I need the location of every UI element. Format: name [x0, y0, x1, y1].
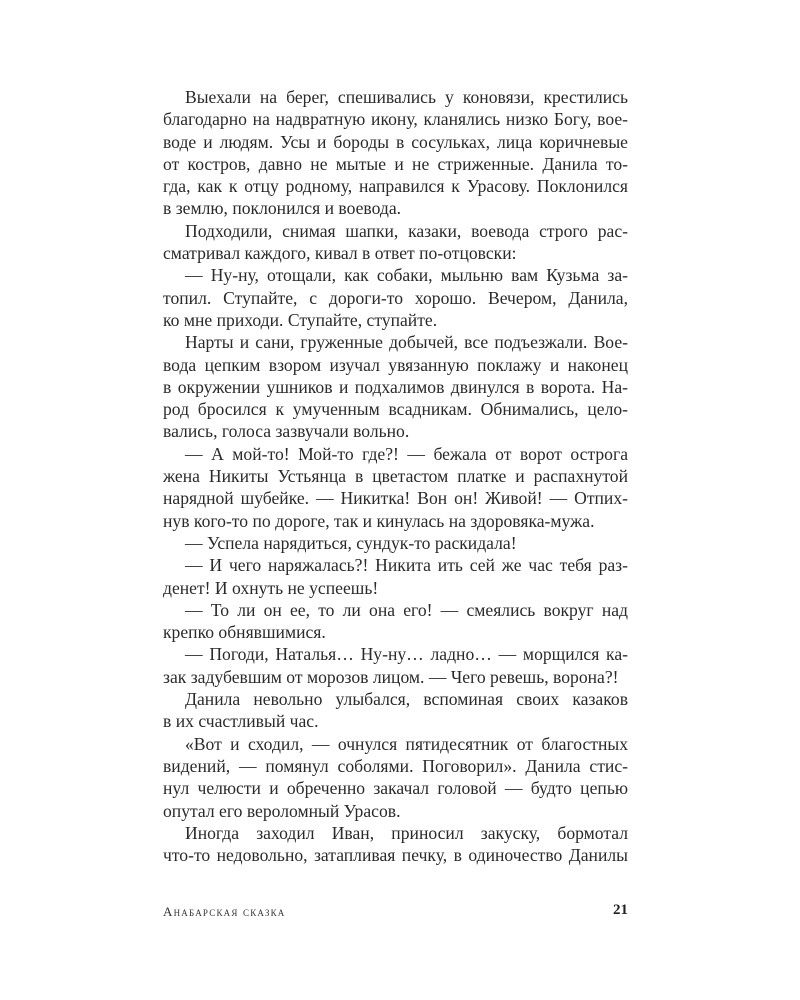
text-line: денет! И охнуть не успеешь!	[163, 577, 379, 598]
text-line: жена Никиты Устьянца в цветастом платке и распахнутой	[163, 466, 628, 487]
text-line: Подходили, снимая шапки, казаки, воевода строго рас-	[185, 220, 628, 241]
text-line: воде и людям. Усы и бороды в сосульках, лица коричневые	[163, 131, 628, 152]
text-line: Нарты и сани, груженные добычей, все подъезжали. Вое-	[185, 332, 628, 353]
text-line: в их счастливый час.	[163, 711, 319, 732]
text-line: зак задубевшим от морозов лицом. — Чего ревешь, ворона?!	[163, 666, 619, 687]
text-line: — Ну-ну, отощали, как собаки, мыльню вам Кузьма за-	[185, 265, 628, 286]
text-line: — А мой-то! Мой-то где?! — бежала от ворот острога	[185, 443, 628, 464]
text-line: вались, голоса зазвучали вольно.	[163, 421, 410, 442]
paragraph	[163, 599, 628, 644]
text-line: гда, как к отцу родному, направился к Урасову. Поклонился	[163, 176, 628, 197]
text-line: нув кого-то по дороге, так и кинулась на здоровяка-мужа.	[163, 510, 595, 531]
running-footer-title: Анабарская сказка	[163, 904, 286, 919]
paragraph	[163, 688, 628, 733]
text-line: — Погоди, Наталья… Ну-ну… ладно… — морщился ка-	[185, 644, 628, 665]
paragraph	[163, 733, 628, 822]
paragraph	[163, 331, 628, 442]
text-line: что-то недовольно, затапливая печку, в одиночество Данилы	[163, 845, 628, 866]
paragraph	[163, 643, 628, 688]
text-line: в окружении ушников и подхалимов двинулся в ворота. На-	[163, 376, 628, 397]
text-line: Иногда заходил Иван, приносил закуску, бормотал	[185, 822, 628, 843]
text-line: нул челюсти и обреченно закачал головой — будто цепью	[163, 778, 628, 799]
text-line: нарядной шубейке. — Никитка! Вон он! Живой! — Отпих-	[163, 488, 628, 509]
paragraph	[163, 443, 628, 532]
text-line: сматривал каждого, кивал в ответ по-отцовски:	[163, 243, 517, 264]
text-line: — Успела нарядиться, сундук-то раскидала!	[185, 532, 517, 553]
text-line: вода цепким взором изучал увязанную поклажу и наконец	[163, 354, 628, 375]
text-line: «Вот и сходил, — очнулся пятидесятник от благостных	[185, 733, 628, 754]
text-line: видений, — помянул соболями. Поговорил». Данила стис-	[163, 755, 628, 776]
text-line: опутал его вероломный Урасов.	[163, 800, 401, 821]
text-line: в землю, поклонился и воевода.	[163, 198, 402, 219]
text-line: от костров, давно не мытые и не стриженные. Данила то-	[163, 153, 628, 174]
paragraph	[163, 532, 628, 554]
paragraph	[163, 86, 628, 220]
text-line: — И чего наряжалась?! Никита ить сей же час тебя раз-	[185, 555, 628, 576]
paragraph	[163, 822, 628, 867]
paragraph	[163, 220, 628, 265]
paragraph	[163, 554, 628, 599]
text-line: благодарно на надвратную икону, кланялись низко Богу, вое-	[163, 109, 628, 130]
body-text	[163, 86, 628, 866]
text-line: Выехали на берег, спешивались у коновязи, крестились	[185, 87, 628, 107]
text-line: — То ли он ее, то ли она его! — смеялись вокруг над	[185, 599, 628, 620]
text-line: Данила невольно улыбался, вспоминая своих казаков	[185, 689, 628, 710]
text-line: род бросился к умученным всадникам. Обнимались, цело-	[163, 399, 628, 420]
page-number: 21	[613, 902, 628, 918]
paragraph	[163, 264, 628, 331]
text-line: крепко обнявшимися.	[163, 622, 326, 643]
text-line: топил. Ступайте, с дороги-то хорошо. Вечером, Данила,	[163, 287, 628, 308]
text-line: ко мне приходи. Ступайте, ступайте.	[163, 309, 438, 330]
